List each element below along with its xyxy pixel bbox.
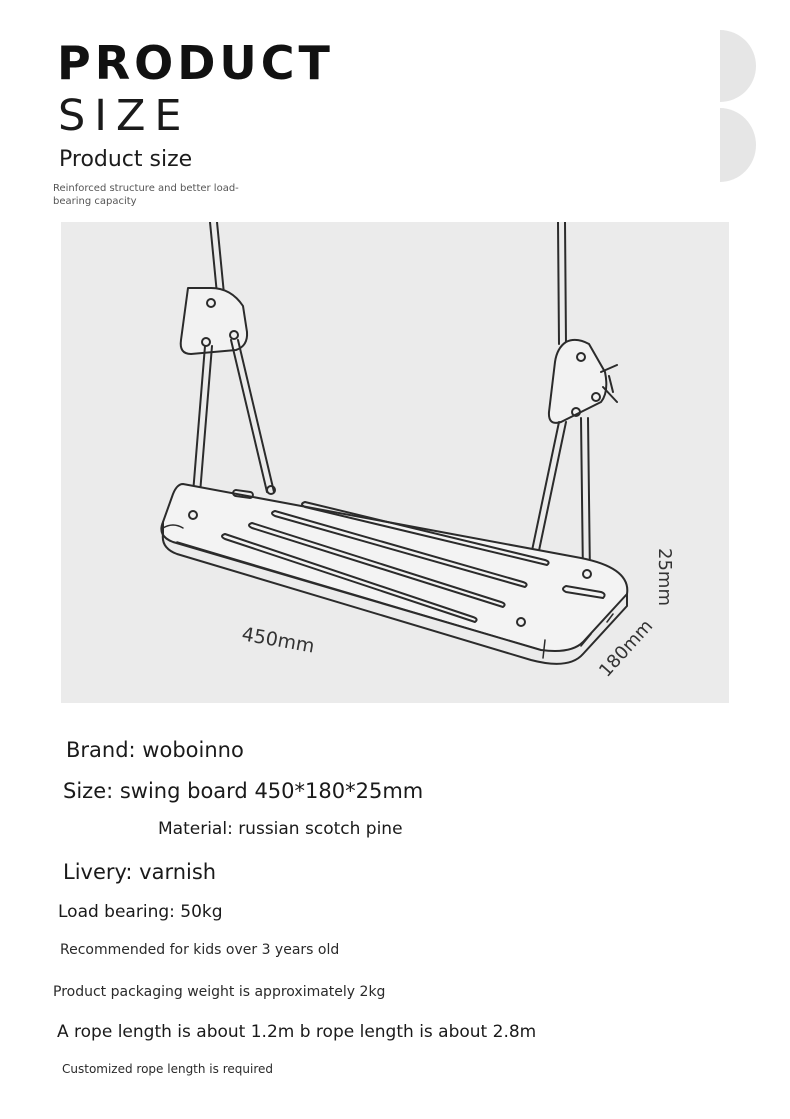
right-triangle-bracket bbox=[549, 340, 606, 423]
right-upper-rope bbox=[558, 222, 559, 344]
product-drawing bbox=[61, 222, 729, 703]
left-triangle-bracket bbox=[181, 288, 247, 354]
section-subtitle: Reinforced structure and better load-bearing capacity bbox=[53, 183, 239, 207]
spec-rope-length: A rope length is about 1.2m b rope length is about 2.8m bbox=[57, 1022, 537, 1042]
spec-size: Size: swing board 450*180*25mm bbox=[63, 779, 424, 803]
spec-custom-rope: Customized rope length is required bbox=[62, 1062, 273, 1076]
spec-livery: Livery: varnish bbox=[63, 860, 217, 884]
spec-material: Material: russian scotch pine bbox=[158, 819, 403, 839]
swing-line-drawing bbox=[61, 222, 729, 703]
page-title: PRODUCT bbox=[57, 36, 334, 90]
dim-width-label: 180mm bbox=[595, 615, 658, 682]
spec-load-bearing: Load bearing: 50kg bbox=[58, 902, 223, 922]
spec-packaging-weight: Product packaging weight is approximately 2kg bbox=[53, 984, 386, 1000]
section-heading: Product size bbox=[59, 147, 193, 172]
dim-length-label: 450mm bbox=[240, 623, 317, 658]
right-rope-b bbox=[581, 418, 583, 577]
spec-recommended-age: Recommended for kids over 3 years old bbox=[60, 942, 340, 958]
left-rope-b bbox=[231, 340, 267, 492]
spec-brand: Brand: woboinno bbox=[66, 738, 244, 762]
page-title-size: SIZE bbox=[58, 91, 191, 141]
left-upper-rope bbox=[210, 222, 217, 294]
decorative-b-shape bbox=[718, 30, 758, 182]
dim-thickness-label: 25mm bbox=[654, 548, 675, 606]
